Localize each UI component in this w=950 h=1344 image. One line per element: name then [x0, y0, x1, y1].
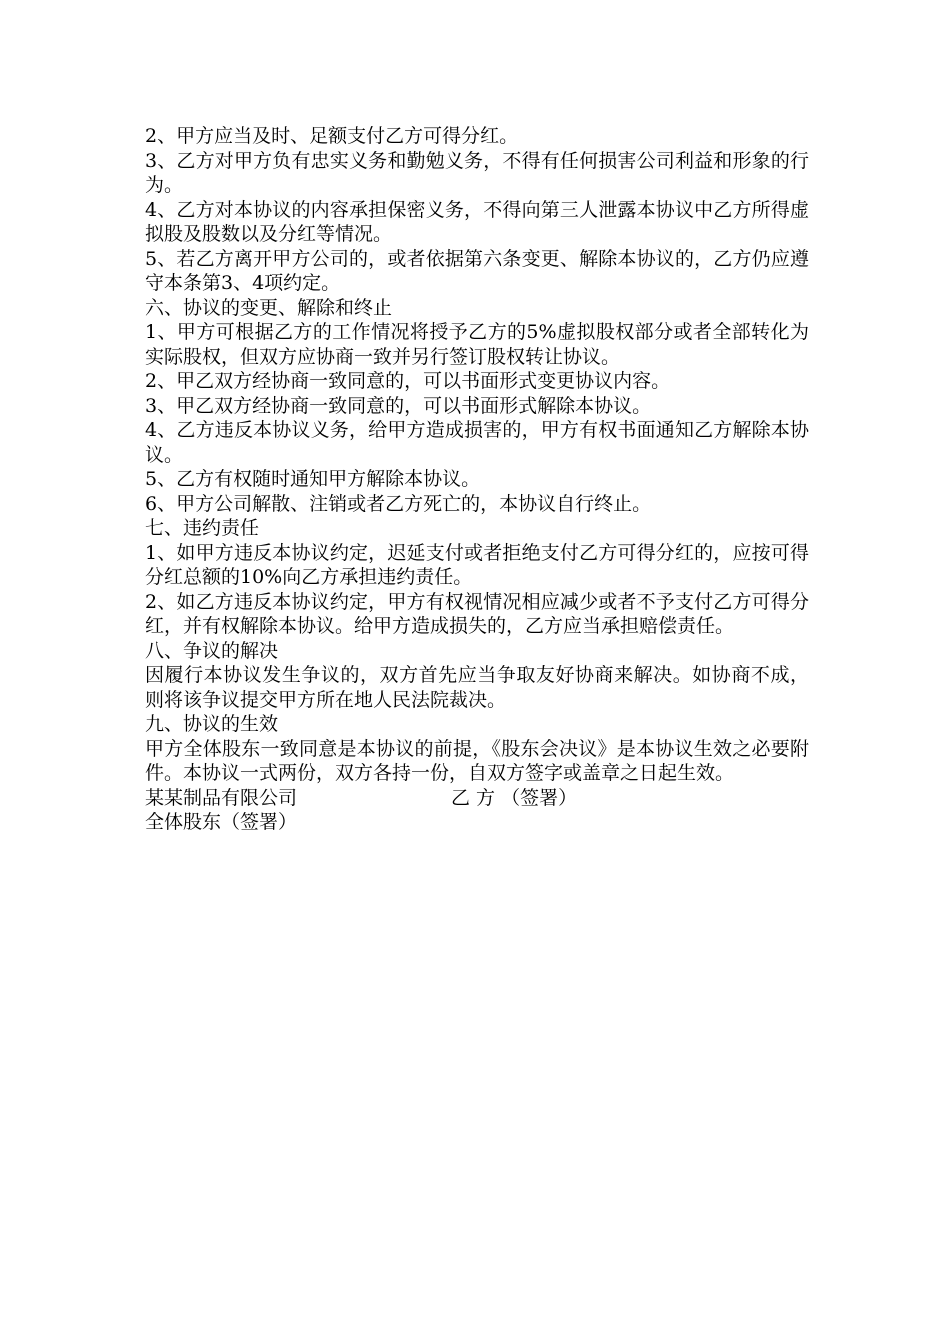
clause-6-1: 1、甲方可根据乙方的工作情况将授予乙方的5%虚拟股权部分或者全部转化为实际股权，但双方应协商一致并另行签订股权转让协议。 [145, 321, 809, 368]
clause-6-6: 6、甲方公司解散、注销或者乙方死亡的，本协议自行终止。 [145, 492, 652, 515]
clause-7-1: 1、如甲方违反本协议约定，迟延支付或者拒绝支付乙方可得分红的，应按可得分红总额的10%向乙方承担违约责任。 [145, 541, 809, 588]
shareholders-signature: 全体股东（签署） [145, 811, 298, 833]
clause-5-3: 3、乙方对甲方负有忠实义务和勤勉义务，不得有任何损害公司利益和形象的行为。 [145, 149, 809, 196]
section-7-heading: 七、违约责任 [145, 517, 260, 539]
clause-6-3: 3、甲乙双方经协商一致同意的，可以书面形式解除本协议。 [145, 394, 652, 417]
section-6-heading: 六、协议的变更、解除和终止 [145, 296, 393, 319]
clause-5-5: 5、若乙方离开甲方公司的，或者依据第六条变更、解除本协议的，乙方仍应遵守本条第3、4项约定。 [145, 247, 809, 294]
party-a-name: 某某制品有限公司 [145, 786, 298, 809]
document-body [145, 124, 809, 835]
clause-5-4: 4、乙方对本协议的内容承担保密义务，不得向第三人泄露本协议中乙方所得虚拟股及股数以及分红等情况。 [145, 198, 809, 245]
clause-8-text: 因履行本协议发生争议的，双方首先应当争取友好协商来解决。如协商不成，则将该争议提交甲方所在地人民法院裁决。 [145, 664, 809, 711]
section-9-heading: 九、协议的生效 [145, 713, 279, 735]
clause-9-text: 甲方全体股东一致同意是本协议的前提，《股东会决议》是本协议生效之必要附件。本协议一式两份，双方各持一份，自双方签字或盖章之日起生效。 [145, 737, 809, 784]
clause-6-4: 4、乙方违反本协议义务，给甲方造成损害的，甲方有权书面通知乙方解除本协议。 [145, 419, 809, 466]
clause-6-2: 2、甲乙双方经协商一致同意的，可以书面形式变更协议内容。 [145, 370, 671, 392]
party-b-signature: 乙 方 （签署） [451, 786, 578, 809]
clause-6-5: 5、乙方有权随时通知甲方解除本协议。 [145, 468, 481, 490]
section-8-heading: 八、争议的解决 [145, 639, 279, 662]
clause-5-2: 2、甲方应当及时、足额支付乙方可得分红。 [145, 125, 519, 147]
clause-7-2: 2、如乙方违反本协议约定，甲方有权视情况相应减少或者不予支付乙方可得分红，并有权解除本协议。给甲方造成损失的，乙方应当承担赔偿责任。 [145, 590, 809, 637]
signature-row [145, 786, 809, 811]
